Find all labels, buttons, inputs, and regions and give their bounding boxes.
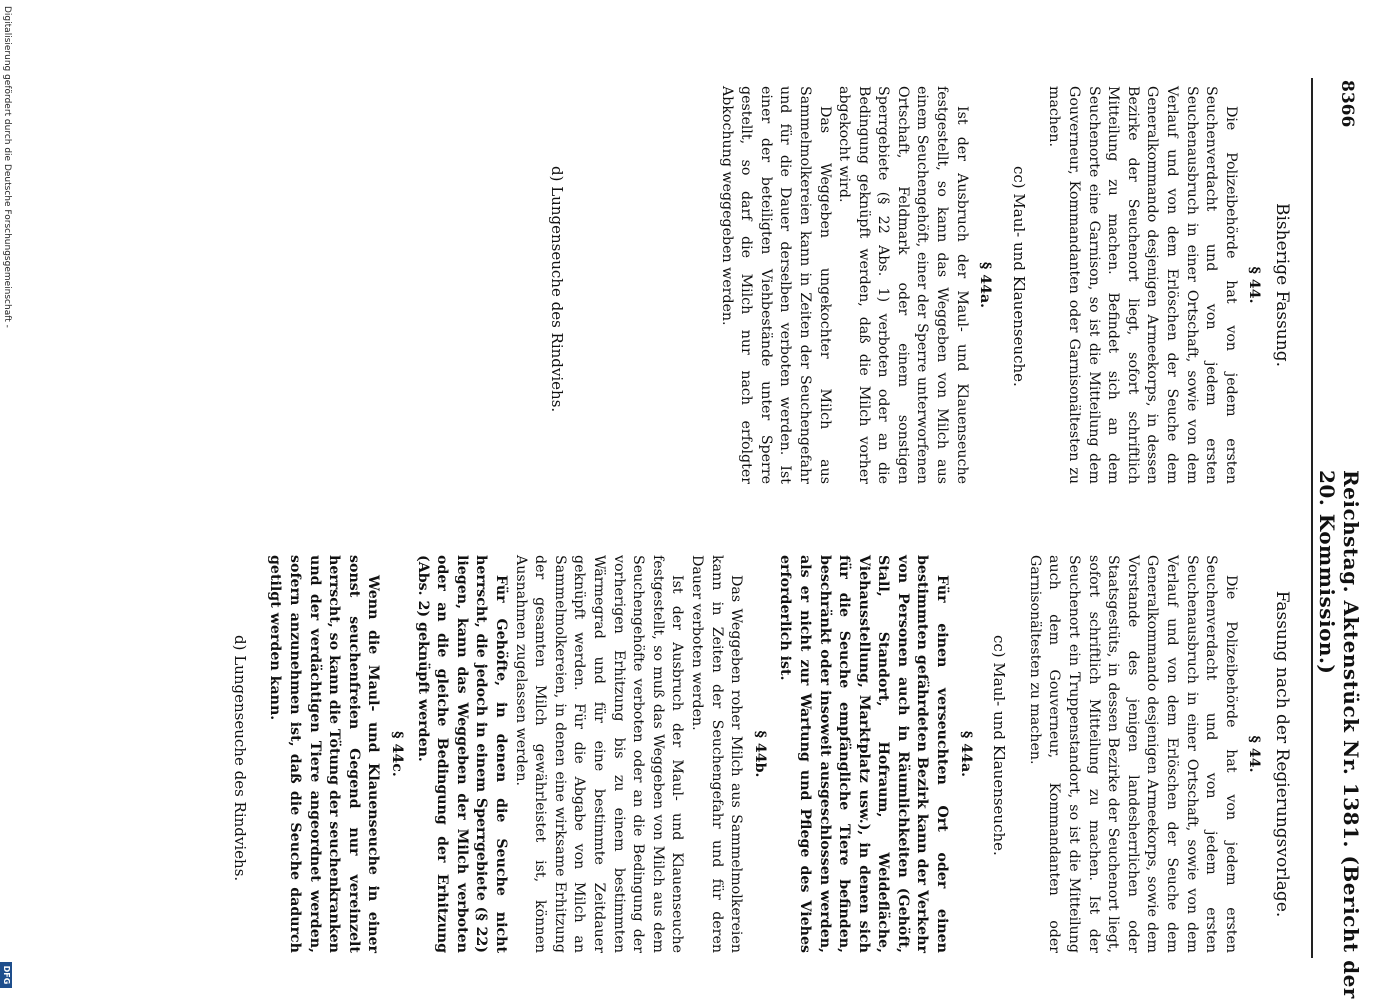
left-para44-title: § 44. [1246,266,1263,304]
right-para44c-title: § 44c. [389,731,406,777]
left-para44-text: Die Polizeibehörde hat von jedem ersten Seuchenverdacht und von jedem ersten Seuchenausbruch in einer Ortschaft, sowie von dem Verlauf und von dem Erlöschen der Seuche dem Generalkommando desjenigen Armeekorps, in dessen Bezirke der Seuchenort liegt, sofort schriftlich Mitteilung zu machen. Befindet sich an dem Seuchenorte eine Garnison, so ist die Mitteilung dem Gouverneur, Kommandanten oder Garnisonältesten zu machen. [1046,86,1239,484]
page-number: 8366 [1337,80,1357,128]
left-para44a-p2: Das Weggeben ungekochter Milch aus Sammelmolkereien kann in Zeiten der Seuchengefahr und für die Dauer derselben verboten werden. Ist einer der beteiligten Viehbestände unter Sperre gestellt, so darf die Milch nur nach erfolgter Abkochung weggegeben werden. [718,86,833,484]
digitization-note: Digitalisierung gefördert durch die Deutsche Forschungsgemeinschaft - [2,6,12,328]
page-header [1315,0,1383,1000]
right-para44b-p3: Für Gehöfte, in denen die Seuche nicht herrscht, die jedoch in einem Sperrgebiete (§ 22) liegen, kann das Weggeben der Milch verboten oder an die gleiche Bedingung der Erhitzung (Abs. 2) geknüpft werden. [414,555,510,953]
left-para44a-p1: Ist der Ausbruch der Maul- und Klauenseuche festgestellt, so kann das Weggeben von Milch aus einem Seuchengehöft, einer der Sperre unterworfenen Ortschaft, Feldmark oder einem sonstigen Sperrgebiete (§ 22 Abs. 1) verboten oder an die Bedingung geknüpft werden, daß die Milch vorher abgekocht wird. [836,86,970,484]
right-subheading-d: d) Lungenseuche des Rindviehs. [230,635,249,882]
left-subheading-d: d) Lungenseuche des Rindviehs. [547,166,566,413]
right-para44-title: § 44. [1246,735,1263,773]
digitization-footer [0,0,11,1000]
dfg-logo: DFG [0,962,12,988]
left-para44a-title: § 44a. [977,261,994,309]
running-title: Reichstag. Aktenstück Nr. 1381. (Bericht der 20. Kommission.) [1315,470,1363,999]
right-para44-text: Die Polizeibehörde hat von jedem ersten Seuchenverdacht und von jedem ersten Seuchenausbruch in einer Ortschaft, sowie von dem Verlauf und von dem Erlöschen der Seuche dem Generalkommando desjenigen Armeekorps, sowie dem Vorstande des jenigen landesherrlichen oder Staatsgestüts, in dessen Bezirke der Seuchenort liegt, sofort schriftlich Mitteilung zu machen. Ist der Seuchenort ein Truppenstandort, so ist die Mitteilung auch dem Gouverneur, Kommandanten oder Garnisonältesten zu machen. [1026,555,1239,953]
right-para44a-text: Für einen verseuchten Ort oder einen bestimmten gefährdeten Bezirk kann der Verkehr von Personen auch in Räumlichkeiten (Gehöft, Stall, Standort, Hofraum, Weidefläche, Viehausstellung, Marktplatz usw.), in denen sich für die Seuche empfängliche Tiere befinden, beschränkt oder insoweit ausgeschlossen werden, als er nicht zur Wartung und Pflege des Viehes erforderlich ist. [777,555,951,953]
right-column-regierungsvorlage [215,555,1291,953]
right-subheading-cc: cc) Maul- und Klauenseuche. [990,635,1009,856]
left-subheading-cc: cc) Maul- und Klauenseuche. [1009,166,1028,387]
right-para44b-p1: Das Weggeben roher Milch aus Sammelmolkereien kann in Zeiten der Seuchengefahr und für deren Dauer verboten werden. [688,555,745,953]
right-column-heading: Fassung nach der Regierungsvorlage. [1272,590,1292,918]
left-column-heading: Bisherige Fassung. [1272,203,1292,367]
right-para44a-title: § 44a. [957,730,974,778]
header-rule [1311,78,1313,958]
right-para44c-text: Wenn die Maul- und Klauenseuche in einer sonst seuchenfreien Gegend nur vereinzelt herrscht, so kann die Tötung der seuchenkranken und der verdächtigen Tiere angeordnet werden, sofern anzunehmen ist, daß die Seuche dadurch getilgt werden kann. [267,555,382,953]
left-column-bisherige-fassung [532,86,1291,484]
right-para44b-title: § 44b. [751,730,768,778]
right-para44b-p2: Ist der Ausbruch der Maul- und Klauenseuche festgestellt, so muß das Weggeben von Milch aus dem Seuchengehöfte verboten oder an die Bedingung der vorherigen Erhitzung bis zu einem bestimmten Wärmegrad und für eine bestimmte Zeitdauer geknüpft werden. Für die Abgabe von Milch an Sammelmolkereien, in denen eine wirksame Erhitzung der gesamten Milch gewährleistet ist, können Ausnahmen zugelassen werden. [512,555,686,953]
